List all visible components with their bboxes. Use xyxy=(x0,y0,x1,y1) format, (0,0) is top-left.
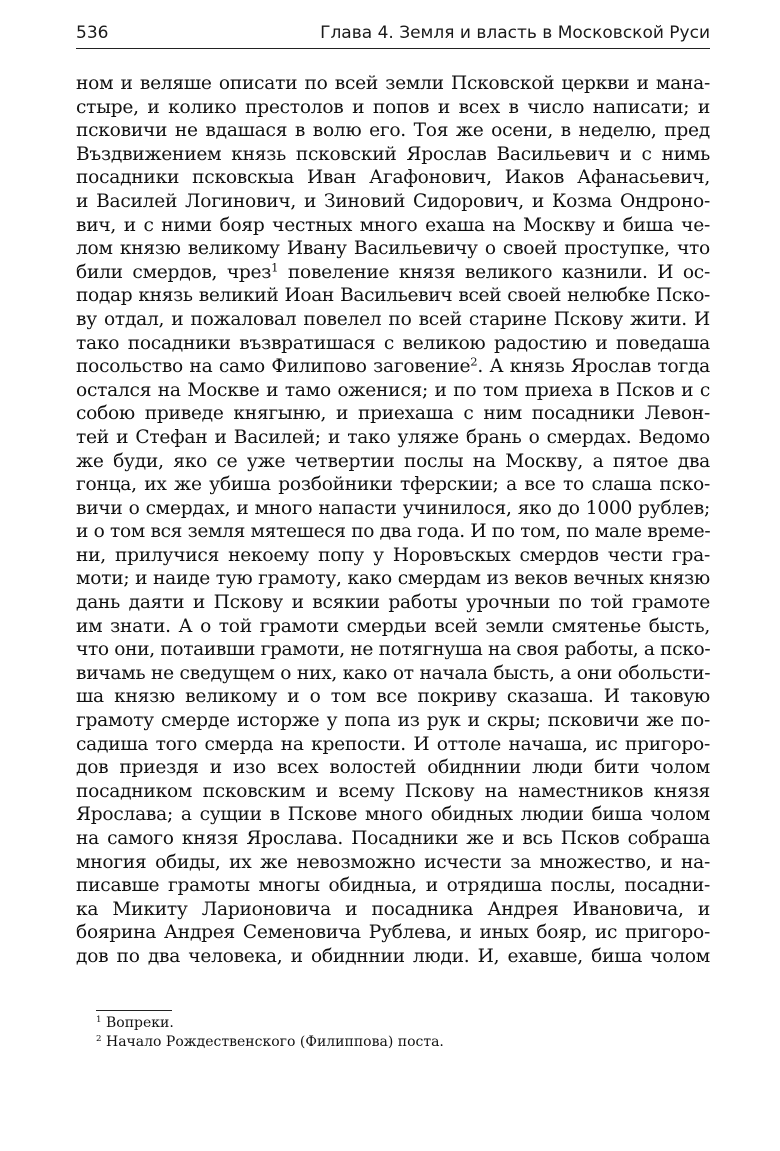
footnotes xyxy=(96,1014,696,1052)
text-line: писавше грамоты многы обидныа, и отрядиша послы, посадни- xyxy=(76,875,710,897)
text-line: лом князю великому Ивану Васильевичу о своей проступке, что xyxy=(76,238,710,260)
text-line: дань даяти и Пскову и всякии работы урочныи по той грамоте xyxy=(76,592,710,614)
footnote-text: Вопреки. xyxy=(105,1015,174,1031)
text-line: стыре, и колико престолов и попов и всех в число написати; и xyxy=(76,96,710,118)
text-line: ном и веляше описати по всей земли Псковской церкви и мана- xyxy=(76,73,710,94)
text-line-with-footnote-1 xyxy=(76,261,710,285)
chapter-title: Глава 4. Земля и власть в Московской Руси xyxy=(320,23,710,43)
text-line: дов приездя и изо всех волостей обидннии люди бити чолом xyxy=(76,757,710,779)
text-line: грамоту смерде исторже у попа из рук и скры; псковичи же по- xyxy=(76,710,710,732)
text-line: садиша того смерда на крепости. И оттоле начаша, ис пригоро- xyxy=(76,733,710,755)
text-segment: били смердов, чрез xyxy=(76,261,272,283)
text-line: многия обиды, их же невозможно исчести за множество, и на- xyxy=(76,851,710,873)
footnote-text: Начало Рождественского (Филиппова) поста. xyxy=(105,1034,444,1050)
text-line: что они, потаивши грамоти, не потягнуша на своя работы, а пско- xyxy=(76,639,711,661)
footnote-2 xyxy=(96,1033,696,1052)
text-line: ша князю великому и о том все покриву сказаша. И таковую xyxy=(76,686,710,708)
text-line: им знати. А о той грамоти смердьи всей земли смятенье бысть, xyxy=(76,615,710,637)
text-line: дов по два человека, и обидннии люди. И, ехавше, биша чолом xyxy=(76,945,710,967)
text-line-with-footnote-2 xyxy=(76,355,710,379)
text-line: ни, прилучися некоему попу у Норовъскых смердов чести гра- xyxy=(76,544,710,566)
text-line: Ярослава; а сущии в Пскове много обидных людии биша чолом xyxy=(76,804,710,826)
text-line: и о том вся земля мятешеся по два года. И по том, по мале време- xyxy=(76,521,711,543)
text-line: ка Микиту Ларионовича и посадника Андрея Ивановича, и xyxy=(76,898,710,920)
text-line: собою приведе княгыню, и приехаша с ним посадники Левон- xyxy=(76,403,710,425)
running-head xyxy=(76,22,710,48)
footnote-number: 2 xyxy=(96,1034,102,1045)
text-line: Въздвижением князь псковский Ярослав Васильевич и с нимь xyxy=(76,143,710,165)
footnote-1 xyxy=(96,1014,696,1033)
text-line: и Василей Логинович, и Зиновий Сидорович, и Козма Ондроно- xyxy=(76,190,710,212)
text-line: вич, и с ними бояр честных много ехаша на Москву и биша че- xyxy=(76,214,710,236)
text-line: моти; и наиде тую грамоту, како смердам из веков вечных князю xyxy=(76,568,710,590)
text-line: подар князь великий Иоан Васильевич всей своей нелюбке Пско- xyxy=(76,285,710,307)
footnote-ref-2: 2 xyxy=(470,354,478,369)
text-line: вичамь не сведущем о них, како от начала бысть, а они обольсти- xyxy=(76,662,711,684)
header-rule xyxy=(76,48,710,49)
text-line: на самого князя Ярослава. Посадники же и всь Псков собраша xyxy=(76,828,710,849)
text-line: посадником псковским и всему Пскову на наместников князя xyxy=(76,780,710,802)
text-line: же буди, яко се уже четвертии послы на Москву, а пятое два xyxy=(76,450,710,472)
text-line: посадники псковскыа Иван Агафонович, Иаков Афанасьевич, xyxy=(76,167,710,189)
text-line: псковичи не вдашася в волю его. Тоя же осени, в неделю, пред xyxy=(76,120,710,142)
body-text xyxy=(76,72,710,969)
text-line: остался на Москве и тамо оженися; и по том приеха в Псков и с xyxy=(76,379,710,401)
footnote-ref-1: 1 xyxy=(271,260,279,275)
text-line: вичи о смердах, и много напасти учинилося, яко до 1000 рублев; xyxy=(76,497,710,519)
text-segment: . А князь Ярослав тогда xyxy=(477,356,710,378)
text-line: гонца, их же убиша розбойники тферскии; а все то слаша пско- xyxy=(76,474,710,496)
text-line: боярина Андрея Семеновича Рублева, и иных бояр, ис пригоро- xyxy=(76,922,710,944)
text-line: тако посадники възвратишася с великою радостию и поведаша xyxy=(76,332,710,354)
text-line: тей и Стефан и Василей; и тако уляже брань о смердах. Ведомо xyxy=(76,426,710,448)
text-line: ву отдал, и пожаловал повелел по всей старине Пскову жити. И xyxy=(76,308,710,330)
text-segment: посольство на само Филипово заговение xyxy=(76,356,471,378)
footnote-rule xyxy=(96,1010,172,1011)
page-number: 536 xyxy=(76,23,109,43)
text-segment: повеление князя великого казнили. И ос- xyxy=(278,261,710,283)
footnote-number: 1 xyxy=(96,1015,102,1026)
